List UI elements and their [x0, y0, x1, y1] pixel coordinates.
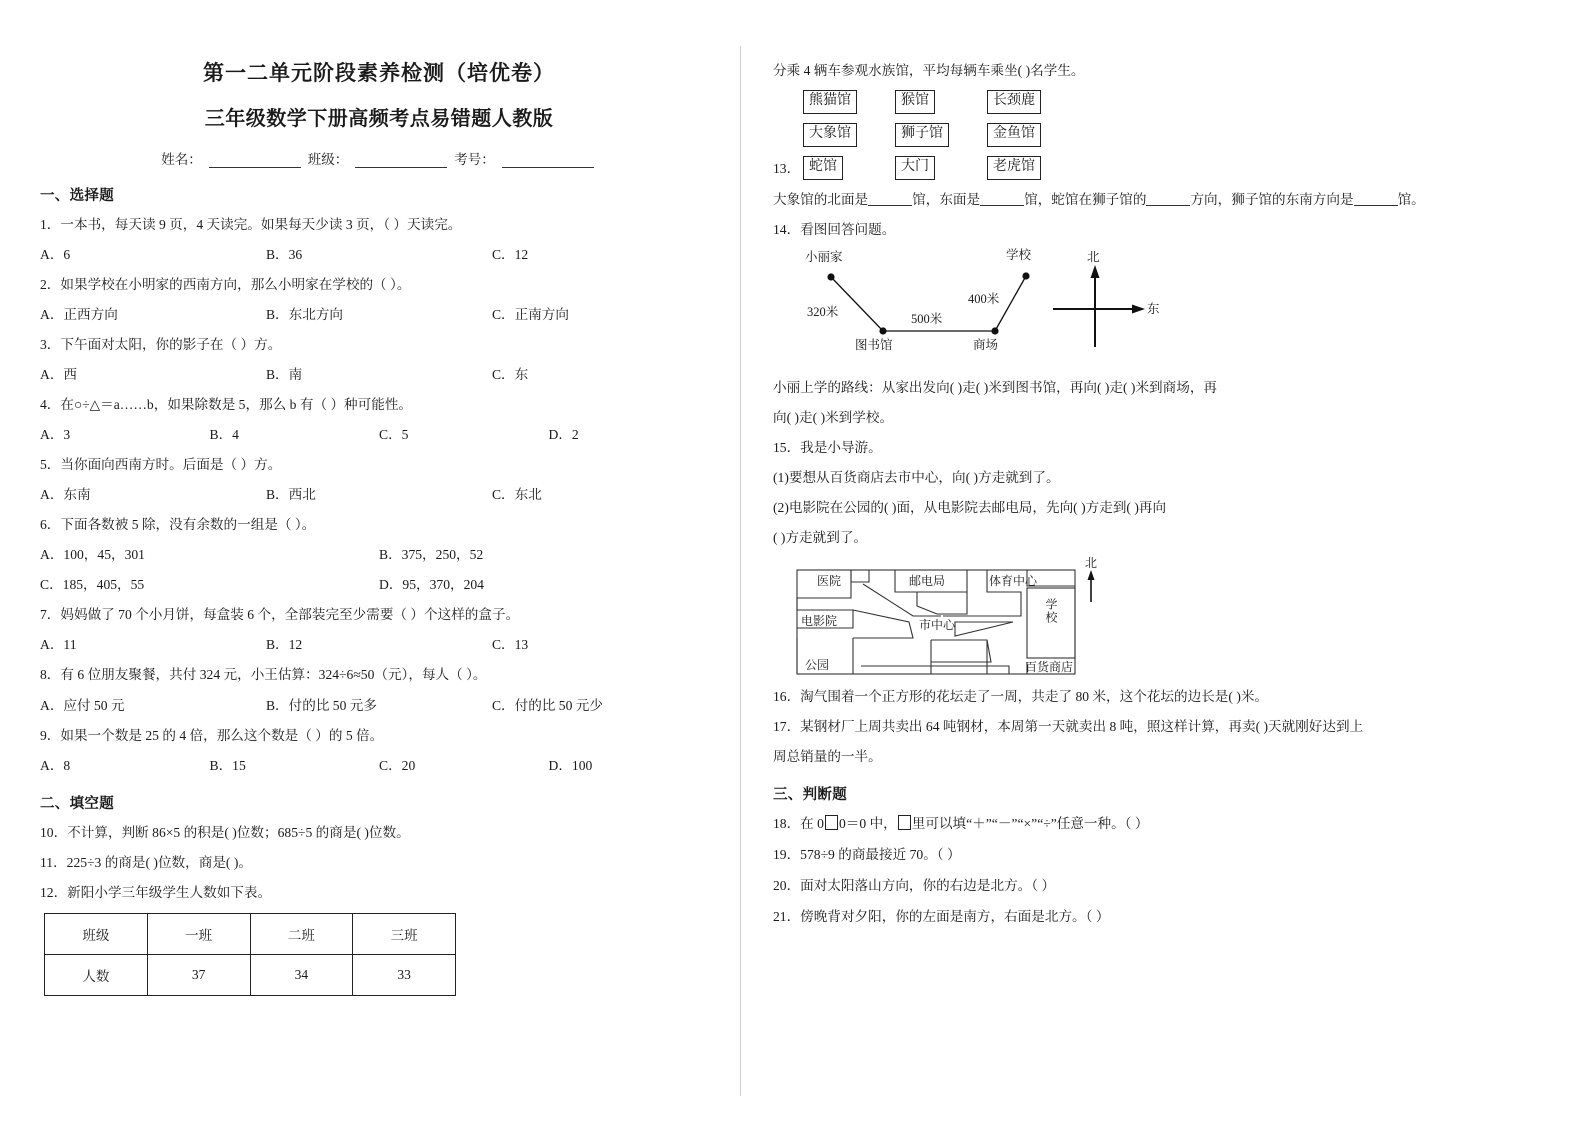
q18-operator-box-1[interactable]	[825, 815, 838, 830]
zoo-row-2	[803, 123, 1547, 147]
class-count-table	[44, 913, 456, 996]
question-1-options	[40, 244, 718, 265]
option-9d[interactable]: D．100	[548, 757, 593, 773]
route-label-mall: 商场	[973, 337, 999, 352]
map-label-school: 学校	[1044, 598, 1058, 625]
map-label-cinema: 电影院	[801, 614, 838, 629]
table-col-class3: 三班	[353, 913, 456, 954]
zoo-box-tiger: 老虎馆	[987, 156, 1041, 180]
question-12-continued[interactable]: 分乘 4 辆车参观水族馆，平均每辆车乘坐( )名学生。	[773, 63, 1085, 78]
question-13[interactable]	[773, 189, 1547, 210]
exam-blank[interactable]	[502, 153, 594, 168]
option-1b[interactable]: B．36	[265, 246, 303, 262]
question-19[interactable]: 19．578÷9 的商最接近 70。（ ）	[773, 847, 961, 863]
map-label-city-center: 市中心	[919, 618, 956, 633]
question-5: 5．当你面向西南方时。后面是（ ）方。	[40, 457, 282, 472]
question-7: 7．妈妈做了 70 个小月饼，每盒装 6 个，全部装完至少需要（ ）个这样的盒子。	[40, 607, 520, 623]
question-10[interactable]: 10．不计算，判断 86×5 的积是( )位数；685÷5 的商是( )位数。	[40, 824, 410, 840]
option-3c[interactable]: C．东	[491, 366, 529, 382]
section-heading-truefalse: 三、判断题	[773, 787, 847, 804]
compass-rose	[1045, 251, 1175, 361]
table-header-count: 人数	[45, 954, 148, 995]
zoo-row-1	[803, 90, 1547, 114]
table-row	[45, 913, 456, 954]
table-cell-count2: 34	[250, 954, 353, 995]
zoo-box-goldfish: 金鱼馆	[987, 123, 1041, 147]
question-6: 6．下面各数被 5 除，没有余数的一组是（ ）。	[40, 517, 316, 533]
question-5-options	[40, 484, 718, 505]
map-north-arrowhead	[1088, 570, 1095, 580]
student-info-line	[40, 148, 718, 168]
route-dist-mall-school: 400米	[968, 291, 1000, 306]
section-heading-choice: 一、选择题	[40, 187, 114, 204]
option-3b[interactable]: B．南	[265, 366, 303, 382]
section-heading-fill: 二、填空题	[40, 795, 114, 812]
question-13-number: 13．	[773, 160, 801, 176]
option-6a[interactable]: A．100，45，301	[40, 547, 145, 563]
zoo-box-panda: 熊猫馆	[803, 90, 857, 114]
table-cell-count3: 33	[353, 954, 456, 995]
compass-label-east: 东	[1147, 301, 1160, 316]
question-4-options	[40, 424, 718, 445]
option-9c[interactable]: C．20	[379, 757, 416, 773]
option-9a[interactable]: A．8	[40, 757, 71, 773]
zoo-box-giraffe: 长颈鹿	[987, 90, 1041, 114]
option-1c[interactable]: C．12	[491, 246, 529, 262]
table-row	[45, 954, 456, 995]
question-2-options	[40, 304, 718, 325]
question-6-options-row1	[40, 544, 718, 565]
q13-blank-3[interactable]	[1146, 192, 1190, 206]
name-blank[interactable]	[209, 153, 301, 168]
question-6-options-row2	[40, 574, 718, 595]
east-arrowhead	[1132, 304, 1145, 313]
edge-mall-school	[995, 276, 1026, 331]
q13-blank-4[interactable]	[1354, 192, 1398, 206]
option-9b[interactable]: B．15	[209, 757, 246, 773]
table-cell-count1: 37	[147, 954, 250, 995]
node-school	[1022, 272, 1029, 279]
option-3a[interactable]: A．西	[40, 366, 78, 382]
zoo-box-gate: 大门	[895, 156, 935, 180]
question-14-text-line2[interactable]: 向( )走( )米到学校。	[773, 409, 894, 425]
question-21[interactable]: 21．傍晚背对夕阳，你的左面是南方，右面是北方。（ ）	[773, 908, 1110, 924]
option-2b[interactable]: B．东北方向	[265, 306, 344, 322]
page-title: 第一二单元阶段素养检测（培优卷）	[203, 61, 555, 85]
map-label-department-store: 百货商店	[1025, 660, 1074, 675]
question-17-line1[interactable]: 17．某钢材厂上周共卖出 64 吨钢材，本周第一天就卖出 8 吨，照这样计算，再卖( )天就刚好达到上	[773, 719, 1364, 735]
class-label: 班级：	[307, 151, 349, 167]
zoo-box-snake: 蛇馆	[803, 156, 843, 180]
option-6d[interactable]: D．95，370，204	[379, 577, 484, 593]
table-header-class: 班级	[45, 913, 148, 954]
right-column	[741, 28, 1547, 1102]
option-6b[interactable]: B．375，250，52	[379, 547, 484, 563]
option-4b[interactable]: B．4	[209, 426, 239, 442]
table-col-class1: 一班	[147, 913, 250, 954]
option-2a[interactable]: A．正西方向	[40, 306, 118, 322]
option-8c[interactable]: C．付的比 50 元少	[491, 697, 603, 713]
q18-part-a: 18．在 0	[773, 816, 824, 832]
q13-blank-1[interactable]	[868, 192, 912, 206]
route-label-school: 学校	[1006, 247, 1032, 262]
question-2: 2．如果学校在小明家的西南方向，那么小明家在学校的（ ）。	[40, 276, 411, 292]
compass-label-north: 北	[1087, 249, 1100, 264]
question-3-options	[40, 364, 718, 385]
page-subtitle: 三年级数学下册高频考点易错题人教版	[204, 107, 554, 130]
question-16[interactable]: 16．淘气围着一个正方形的花坛走了一周，共走了 80 米，这个花坛的边长是( )米。	[773, 689, 1269, 705]
question-15-part2[interactable]: (2)电影院在公园的( )面，从电影院去邮电局，先向( )方走到( )再向	[773, 500, 1167, 516]
option-7c[interactable]: C．13	[491, 637, 529, 653]
option-2c[interactable]: C．正南方向	[491, 306, 569, 322]
question-15-part3[interactable]: ( )方走就到了。	[773, 530, 868, 546]
map-label-hospital: 医院	[817, 574, 842, 589]
question-8-options	[40, 695, 718, 716]
option-7b[interactable]: B．12	[265, 637, 303, 653]
question-8: 8．有 6 位朋友聚餐，共付 324 元，小王估算：324÷6≈50（元），每人（ ）。	[40, 667, 487, 683]
route-label-library: 图书馆	[855, 337, 893, 352]
option-4c[interactable]: C．5	[379, 426, 409, 442]
option-6c[interactable]: C．185，405，55	[40, 577, 145, 593]
question-3: 3．下午面对太阳，你的影子在（ ）方。	[40, 336, 282, 352]
north-arrowhead	[1091, 265, 1100, 278]
option-1a[interactable]: A．6	[40, 246, 71, 262]
option-4d[interactable]: D．2	[548, 426, 579, 442]
q13-part-c: 馆，蛇馆在狮子馆的	[1024, 191, 1147, 207]
map-label-north: 北	[1085, 556, 1098, 571]
question-4: 4．在○÷△＝a……b，如果除数是 5，那么 b 有（ ）种可能性。	[40, 396, 413, 412]
option-5a[interactable]: A．东南	[40, 487, 91, 503]
route-dist-home-library: 320米	[807, 304, 839, 319]
edge-home-library	[831, 277, 883, 331]
q13-part-a: 大象馆的北面是	[773, 191, 869, 207]
option-5c[interactable]: C．东北	[491, 487, 542, 503]
route-dist-library-mall: 500米	[911, 311, 943, 326]
exam-label: 考号：	[454, 151, 495, 167]
q13-blank-2[interactable]	[980, 192, 1024, 206]
question-9-options	[40, 755, 718, 776]
q13-part-b: 馆，东面是	[912, 191, 981, 207]
route-diagram	[783, 249, 1183, 367]
zoo-box-elephant: 大象馆	[803, 123, 857, 147]
map-label-park: 公园	[805, 658, 830, 673]
node-home	[827, 273, 834, 280]
question-15: 15．我是小导游。	[773, 439, 882, 455]
route-label-home: 小丽家	[805, 249, 843, 264]
name-label: 姓名：	[161, 151, 202, 167]
question-14-text-line1[interactable]: 小丽上学的路线：从家出发向( )走( )米到图书馆，再向( )走( )米到商场，再	[773, 379, 1218, 395]
map-label-sports-center: 体育中心	[989, 574, 1038, 589]
node-mall	[991, 327, 998, 334]
question-12: 12．新阳小学三年级学生人数如下表。	[40, 884, 272, 900]
map-label-post-office: 邮电局	[909, 574, 946, 589]
question-1: 1．一本书，每天读 9 页，4 天读完。如果每天少读 3 页，（ ）天读完。	[40, 216, 462, 232]
question-9: 9．如果一个数是 25 的 4 倍，那么这个数是（ ）的 5 倍。	[40, 727, 384, 743]
question-17-line2: 周总销量的一半。	[773, 749, 882, 765]
option-7a[interactable]: A．11	[40, 637, 77, 653]
class-blank[interactable]	[355, 153, 447, 168]
question-20[interactable]: 20．面对太阳落山方向，你的右边是北方。（ ）	[773, 877, 1056, 893]
city-map-diagram	[791, 558, 1111, 680]
question-11[interactable]: 11．225÷3 的商是( )位数，商是( )。	[40, 854, 252, 870]
zoo-box-lion: 狮子馆	[895, 123, 949, 147]
question-18[interactable]	[773, 813, 1547, 835]
q13-part-d: 方向，狮子馆的东南方向是	[1190, 191, 1354, 207]
option-5b[interactable]: B．西北	[265, 487, 316, 503]
question-7-options	[40, 634, 718, 655]
table-col-class2: 二班	[250, 913, 353, 954]
question-15-part1[interactable]: (1)要想从百货商店去市中心，向( )方走就到了。	[773, 470, 1060, 486]
option-8a[interactable]: A．应付 50 元	[40, 697, 125, 713]
option-8b[interactable]: B．付的比 50 元多	[265, 697, 377, 713]
q18-part-c: 里可以填“＋”“－”“×”“÷”任意一种。（ ）	[911, 816, 1149, 832]
left-column	[40, 28, 740, 1102]
node-library	[879, 327, 886, 334]
question-14: 14．看图回答问题。	[773, 221, 896, 237]
q18-part-b: 0＝0 中，	[838, 816, 897, 832]
q18-operator-box-2[interactable]	[898, 815, 911, 830]
q13-part-e: 馆。	[1397, 191, 1425, 207]
zoo-box-monkey: 猴馆	[895, 90, 935, 114]
option-4a[interactable]: A．3	[40, 426, 71, 442]
